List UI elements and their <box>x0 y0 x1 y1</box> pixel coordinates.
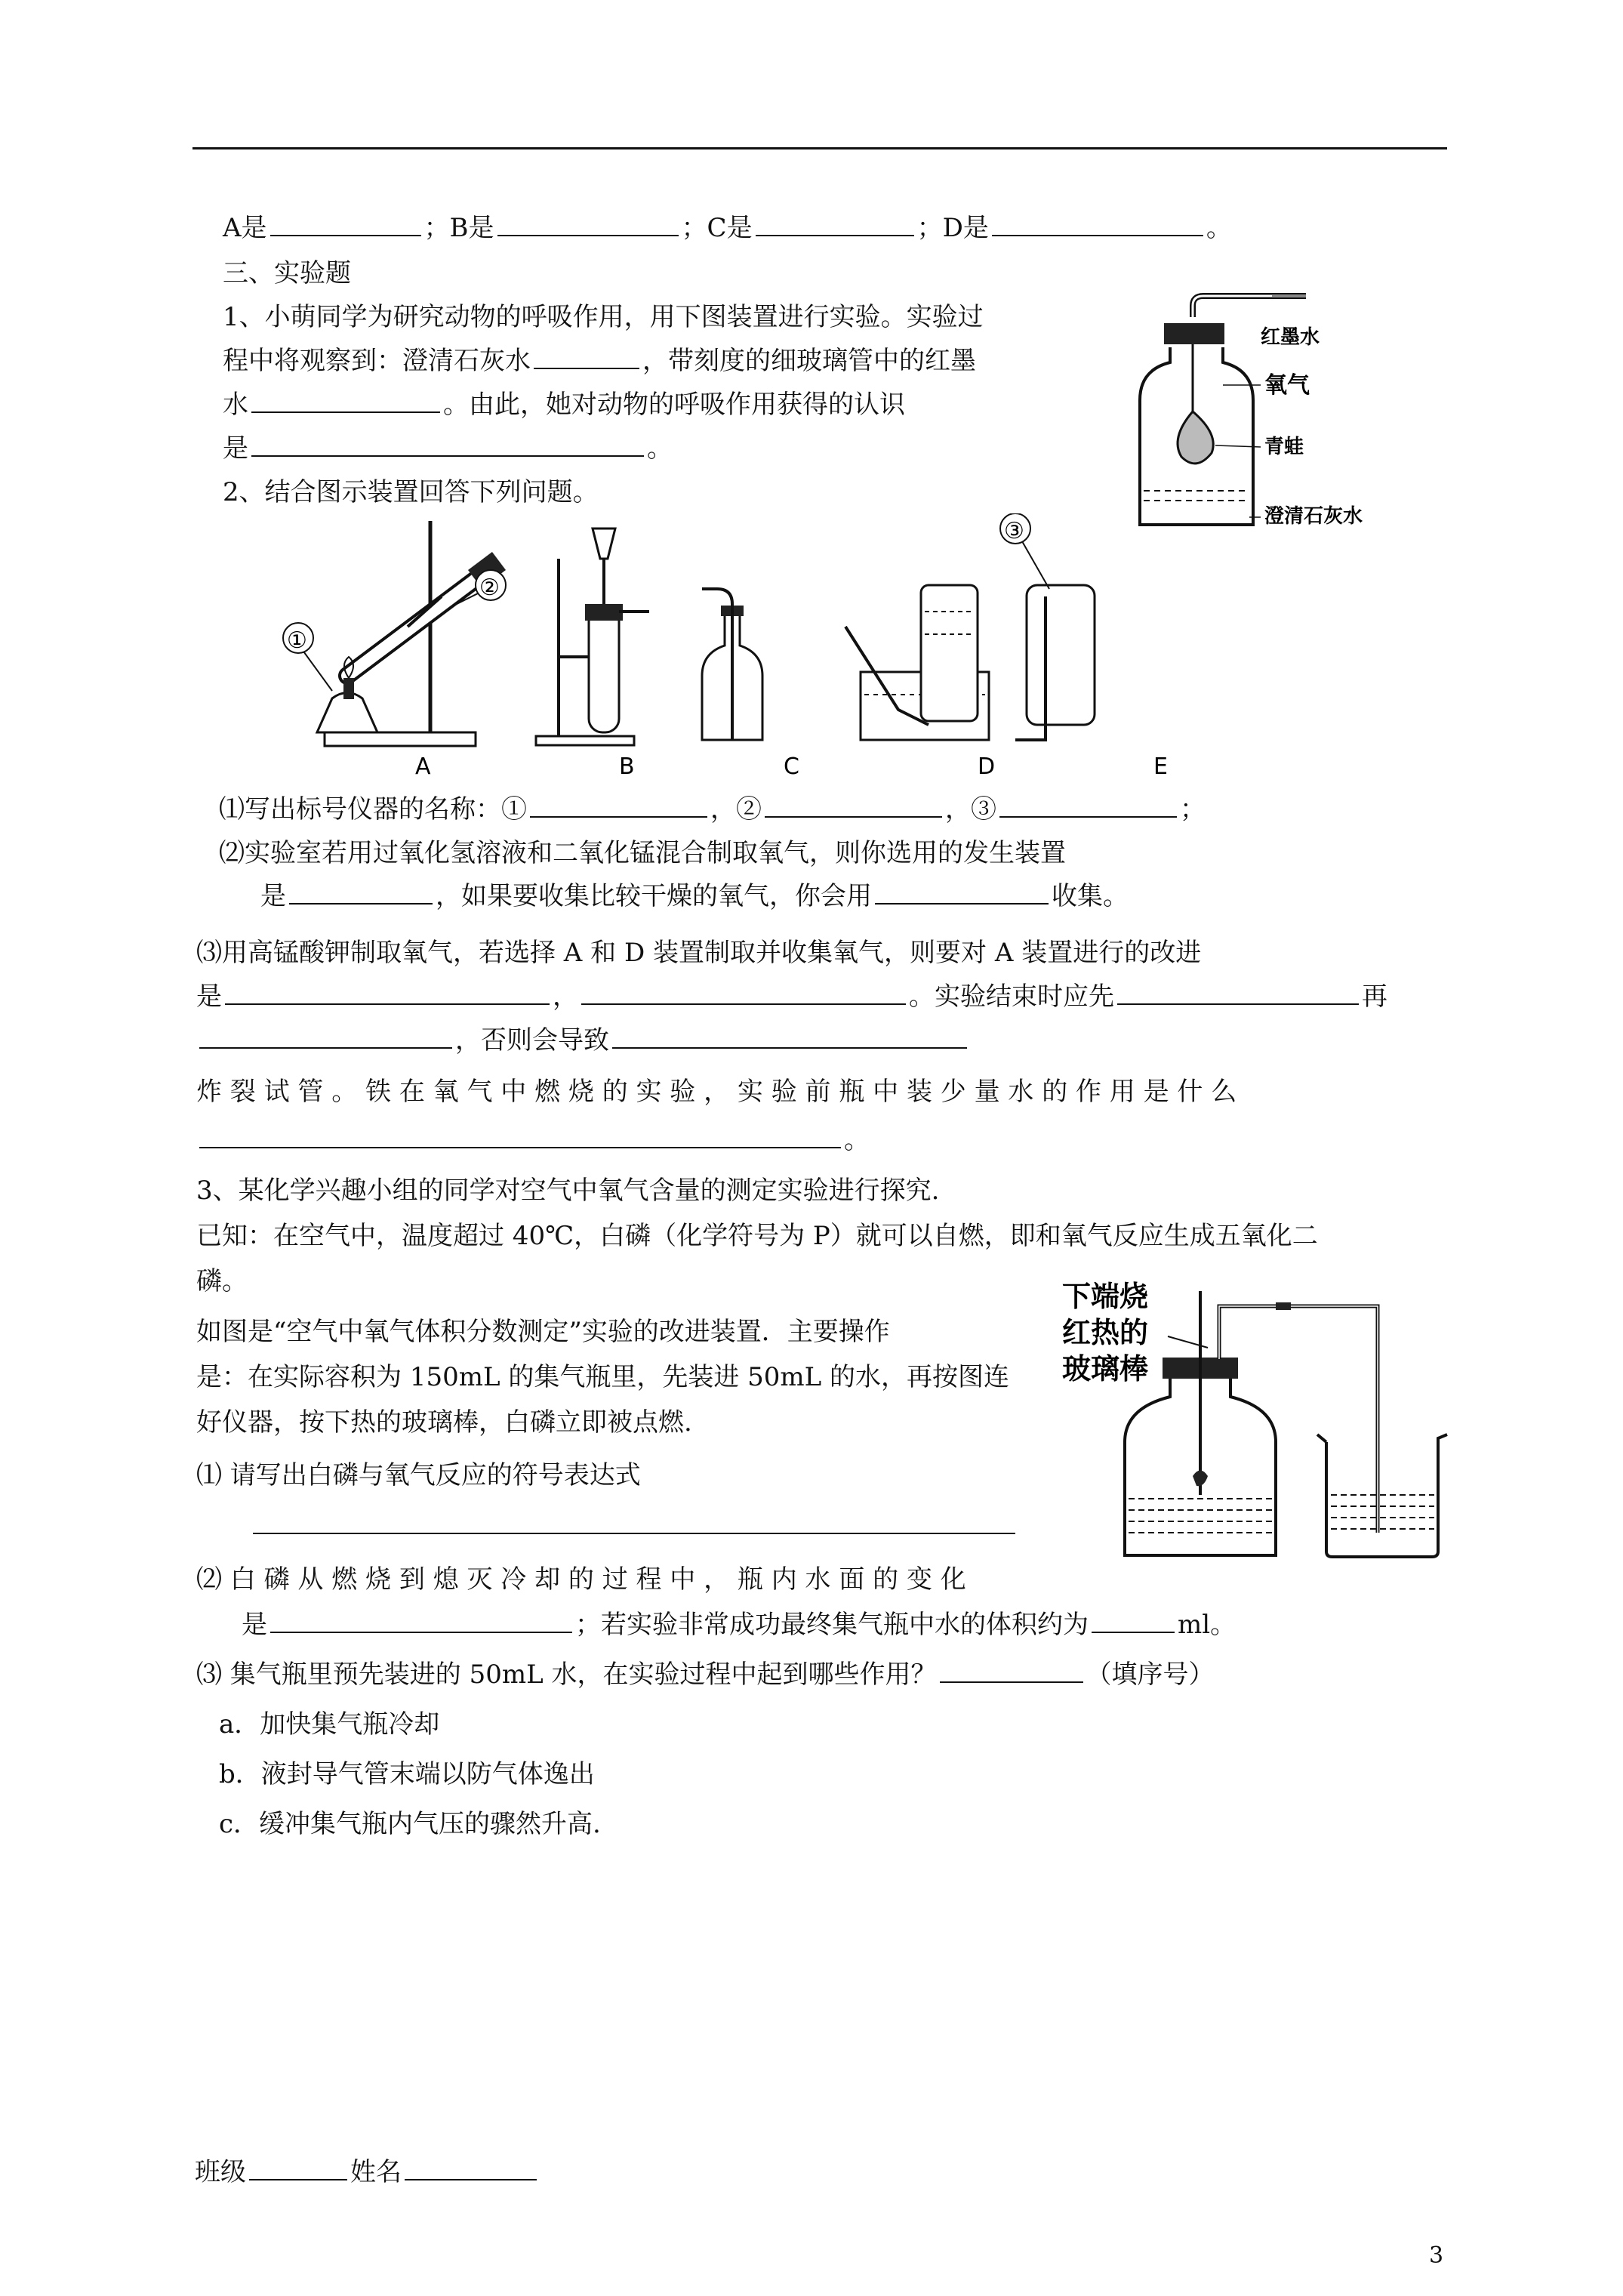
header-rule <box>192 147 1447 149</box>
q2-part2-line1: ⑵实验室若用过氧化氢溶液和二氧化锰混合制取氧气，则你选用的发生装置 <box>219 838 1066 868</box>
caption-A: A <box>415 754 431 780</box>
q2-part2-line2 <box>260 880 1129 913</box>
blank[interactable] <box>756 212 914 236</box>
text: （填序号） <box>1086 1660 1215 1690</box>
blank[interactable] <box>251 389 440 413</box>
q3-part2-line2 <box>242 1608 1236 1641</box>
q3-line4: 如图是“空气中氧气体积分数测定”实验的改进装置．主要操作 <box>196 1317 890 1347</box>
label-limewater: 澄清石灰水 <box>1264 505 1363 528</box>
label-red-ink: 红墨水 <box>1261 326 1320 349</box>
text: ml。 <box>1178 1610 1236 1640</box>
text: 程中将观察到：澄清石灰水 <box>223 346 531 376</box>
blank[interactable] <box>999 794 1177 818</box>
text: ，如果要收集比较干燥的氧气，你会用 <box>436 881 872 911</box>
q1-line3 <box>223 388 905 421</box>
section-title: 三、实验题 <box>223 258 351 288</box>
text: 。 <box>1206 213 1232 243</box>
fig-label-line2: 红热的 <box>1062 1316 1149 1349</box>
label-3: ③ <box>1004 518 1024 544</box>
q3-option-c: c．缓冲集气瓶内气压的骤然升高. <box>219 1809 601 1839</box>
text: 是 <box>260 881 286 911</box>
q3-line1: 3、某化学兴趣小组的同学对空气中氧气含量的测定实验进行探究. <box>196 1176 940 1206</box>
name-blank[interactable] <box>405 2156 537 2180</box>
blank[interactable] <box>225 981 550 1005</box>
text: 。由此，她对动物的呼吸作用获得的认识 <box>443 390 905 420</box>
blank[interactable] <box>1092 1609 1175 1633</box>
q3-option-b: b．液封导气管末端以防气体逸出 <box>219 1759 595 1789</box>
phosphorus-figure <box>1061 1276 1453 1563</box>
label-oxygen: 氧气 <box>1264 372 1310 399</box>
text: ， <box>553 982 578 1012</box>
fig-label-line1: 下端烧 <box>1062 1280 1149 1313</box>
blank[interactable] <box>1117 981 1359 1005</box>
q3-line5: 是：在实际容积为 150mL 的集气瓶里，先装进 50mL 的水，再按图连 <box>196 1362 1010 1392</box>
text: 。实验结束时应先 <box>909 982 1114 1012</box>
q3-option-a: a．加快集气瓶冷却 <box>219 1709 440 1740</box>
label-frog: 青蛙 <box>1264 436 1304 458</box>
caption-D: D <box>978 754 996 780</box>
text: ⑶ 集气瓶里预先装进的 50mL 水，在实验过程中起到哪些作用？ <box>196 1660 937 1690</box>
caption-B: B <box>619 754 635 780</box>
apparatus-figure <box>272 513 1178 785</box>
blank[interactable] <box>270 1609 572 1633</box>
blank[interactable] <box>270 212 421 236</box>
class-blank[interactable] <box>249 2156 347 2180</box>
text: ；D是 <box>916 213 989 243</box>
text: ，② <box>710 794 762 824</box>
q2-part3-line1: ⑶用高锰酸钾制取氧气，若选择 A 和 D 装置制取并收集氧气，则要对 A 装置进行的改进 <box>196 938 1202 968</box>
blank[interactable] <box>940 1659 1083 1683</box>
blank[interactable] <box>497 212 679 236</box>
blank[interactable] <box>612 1025 967 1049</box>
text: ，否则会导致 <box>455 1025 609 1056</box>
page-number: 3 <box>1429 2242 1444 2269</box>
blank[interactable] <box>199 1025 452 1049</box>
q2-part3-line3 <box>196 1024 970 1057</box>
text: ⑴写出标号仪器的名称：① <box>219 794 527 824</box>
blank[interactable] <box>765 794 942 818</box>
q3-part2-line1: ⑵ 白 磷 从 燃 烧 到 熄 灭 冷 却 的 过 程 中 ， 瓶 内 水 面 的 变 化 <box>196 1564 966 1595</box>
blank[interactable] <box>875 880 1049 905</box>
q2-part3-line2 <box>196 980 1387 1013</box>
blank[interactable] <box>199 1124 841 1148</box>
q3-part1-blank[interactable] <box>253 1533 1015 1534</box>
text: ；B是 <box>423 213 494 243</box>
text: ； <box>1180 794 1206 824</box>
q3-part3 <box>196 1658 1215 1691</box>
answer-row-abcd <box>223 211 1232 245</box>
text: 。 <box>647 433 673 464</box>
text: 收集。 <box>1052 881 1129 911</box>
q3-line2: 已知：在空气中，温度超过 40℃，白磷（化学符号为 P）就可以自燃，即和氧气反应生成五氧化二 <box>196 1221 1318 1251</box>
text: 是 <box>196 982 222 1012</box>
q3-line3: 磷。 <box>196 1266 248 1296</box>
text: 是 <box>242 1610 267 1640</box>
text: ，带刻度的细玻璃管中的红墨 <box>642 346 976 376</box>
blank[interactable] <box>251 433 644 457</box>
q1-line1: 1、小萌同学为研究动物的呼吸作用，用下图装置进行实验。实验过 <box>223 302 984 332</box>
caption-C: C <box>784 754 799 780</box>
q1-line4 <box>223 432 673 465</box>
blank[interactable] <box>530 794 707 818</box>
q2-part3-line4: 炸 裂 试 管 。 铁 在 氧 气 中 燃 烧 的 实 验 ， 实 验 前 瓶 中 装 少 量 水 的 作 用 是 什 么 <box>196 1077 1237 1107</box>
footer-class-name <box>195 2156 540 2189</box>
caption-E: E <box>1153 754 1168 780</box>
text: ，③ <box>945 794 996 824</box>
frog-jar-figure <box>1110 287 1457 544</box>
label-2: ② <box>479 575 500 601</box>
q1-line2 <box>223 344 976 378</box>
blank[interactable] <box>534 345 639 369</box>
text: ；若实验非常成功最终集气瓶中水的体积约为 <box>575 1610 1089 1640</box>
q3-part1: ⑴ 请写出白磷与氧气反应的符号表达式 <box>196 1460 641 1490</box>
fig-label-line3: 玻璃棒 <box>1062 1352 1149 1385</box>
text: ；C是 <box>681 213 753 243</box>
text: 再 <box>1362 982 1387 1012</box>
blank[interactable] <box>581 981 906 1005</box>
name-label: 姓名 <box>350 2157 402 2187</box>
class-label: 班级 <box>195 2157 246 2187</box>
text: 水 <box>223 390 248 420</box>
text: 是 <box>223 433 248 464</box>
text: A是 <box>223 213 267 243</box>
q2-part3-line5 <box>196 1123 870 1157</box>
blank[interactable] <box>992 212 1203 236</box>
blank[interactable] <box>289 880 433 905</box>
label-1: ① <box>287 627 307 654</box>
text: 。 <box>844 1125 870 1155</box>
q3-line6: 好仪器，按下热的玻璃棒，白磷立即被点燃. <box>196 1407 692 1438</box>
q2-intro: 2、结合图示装置回答下列问题。 <box>223 477 599 507</box>
q2-part1 <box>219 793 1206 826</box>
